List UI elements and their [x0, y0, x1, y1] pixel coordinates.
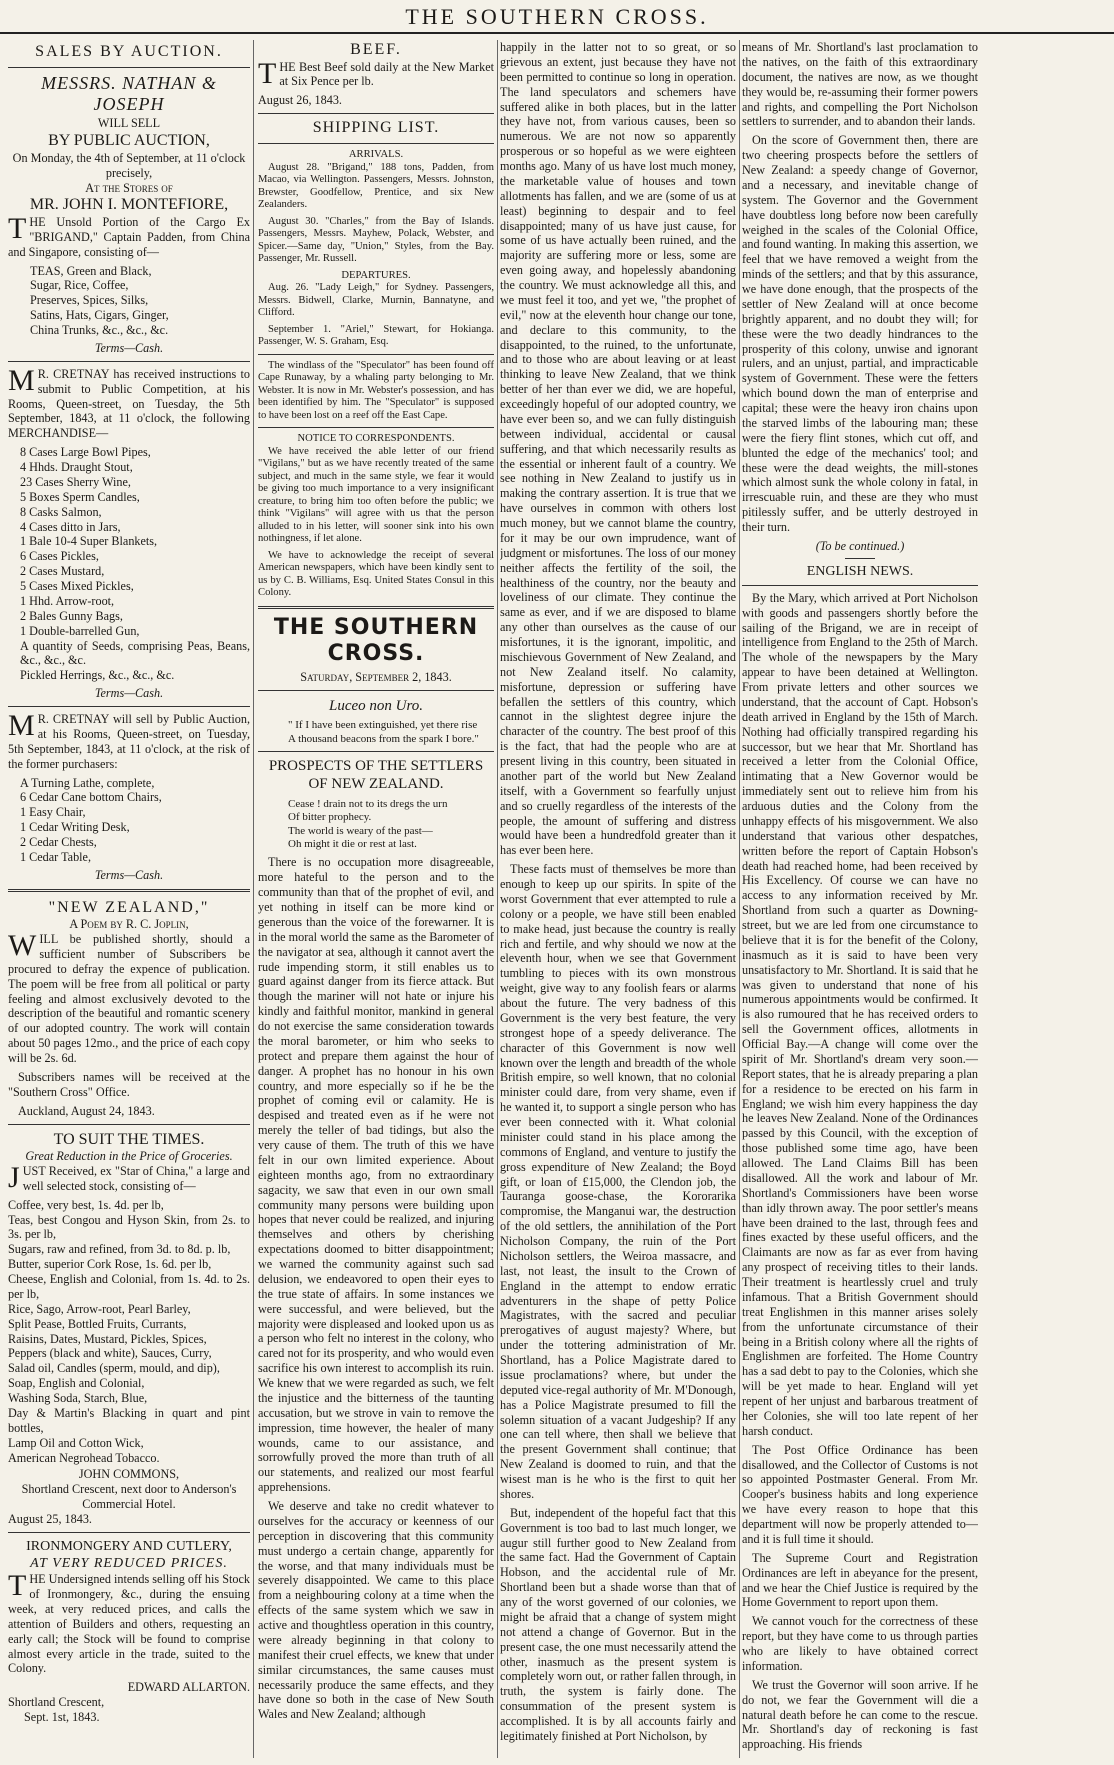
news-paragraph: We cannot vouch for the correctness of these report, but they have come to us through parties who are likely to have obtained correct information.	[742, 1614, 978, 1673]
divider	[8, 67, 250, 68]
list-item: Salad oil, Candles (sperm, mould, and dip),	[8, 1361, 220, 1376]
list-item: Cheese, English and Colonial, from 1s. 4d. to 2s. per lb,	[8, 1272, 250, 1301]
divider	[8, 889, 250, 892]
advert-signer: EDWARD ALLARTON.	[127, 1680, 250, 1695]
list-item: 4 Hhds. Draught Stout,	[20, 460, 133, 475]
column-2	[258, 40, 494, 1758]
section-heading: SALES BY AUCTION.	[35, 43, 223, 60]
advert-nathan-joseph	[8, 73, 250, 356]
article-paragraph: These facts must of themselves be more than enough to keep up our spirits. In spite of the worst Government that ever attempted to rule a colony or a people, we have still been enabled to make head, just because the country is really rich and fertile, and why should we now at the eleventh hour, when we see that Government tumbling to pieces with its own monstrous weight, give way to any foolish fears or alarms about the future. The very badness of this Government is the very best feature, the very strongest hope of a speedy deliverance. The character of this Government is now well known over the length and breadth of the whole British empire, so well known, that no colonial minister could dare, from very shame, even if he wanted it, to support a single person who has ever been connected with it. What colonial minister could stand in his place among the commons of England, and venture to justify the gross expenditure of New Zealand; the Boyd gift, or loan of £15,000, the Clendon job, the Tauranga goose-chase, the Kororarika compromise, the Manganui war, the destruction of the old settlers, the annihilation of the Port Nicholson Company, the ruin of the Port Nicholson settlers, the Weiroa massacre, and last, not least, the insult to the Crown of England in the attempt to endow erratic adventurers in the shape of petty Police Magistrates, with the sacred and peculiar prerogatives of august majesty? Where, but under the tottering administration of Mr. Shortland, has a Police Magistrate dared to issue proclamations? where, but under the deputed vice-regal authority of Mr. M'Donough, has a Police Magistrate presumed to fill the solemn situation of a vacant Judgeship? If any one can tell where, then shall we believe that the present Government shall continue; that New Zealand is doomed to ruin, and that the wisest man is he who is the first to quit her shores.	[500, 862, 736, 1501]
advert-ironmongery	[8, 1538, 250, 1725]
divider	[845, 558, 875, 559]
motto: Luceo non Uro.	[328, 698, 424, 715]
advert-subtitle: AT VERY REDUCED PRICES.	[30, 1556, 228, 1572]
divider	[258, 143, 494, 144]
list-item: Day & Martin's Blacking in quart and pint bottles,	[8, 1405, 250, 1435]
section-heading: ENGLISH NEWS.	[806, 563, 914, 579]
column-rule	[497, 40, 498, 1758]
advert-body: THE Undersigned intends selling off his Stock of Ironmongery, &c., during the ensuing week, at very reduced prices, and calls the attention of Builders and others, requesting an early call; the Stock will be found to comprise almost every article in the trade, suited to the Colony.	[8, 1569, 250, 1676]
advert-line: WILL SELL	[97, 116, 161, 131]
notice-to-correspondents	[258, 433, 494, 600]
list-item: Butter, superior Cork Rose, 1s. 6d. per lb,	[8, 1257, 212, 1272]
advert-when: On Monday, the 4th of September, at 11 o'clock precisely,	[12, 150, 246, 180]
list-item: 8 Casks Salmon,	[20, 504, 102, 519]
verse-line: Oh might it die or rest at last.	[288, 837, 417, 850]
list-item: 2 Cedar Chests,	[20, 835, 97, 850]
divider	[8, 706, 250, 707]
advert-date: Sept. 1st, 1843.	[24, 1710, 100, 1725]
furniture-list	[8, 776, 250, 865]
notice-paragraph: We have received the able letter of our friend "Vigilans," but as we have recently treated of the same subject, and much in the same style, we fear it would be giving too much importance to a very insignificant creature, to bring him too often before the public; we think "Vigilans" will agree with us that the person alluded to in his letter, will sooner sink into his own nothingness, if let alone.	[258, 445, 494, 545]
list-item: Teas, best Congou and Hyson Skin, from 2s. to 3s. per lb,	[8, 1212, 250, 1242]
list-item: Coffee, very best, 1s. 4d. per lb,	[8, 1197, 164, 1212]
divider	[742, 585, 978, 586]
arrival-entry: August 28. "Brigand," 188 tons, Padden, from Macao, via Wellington. Passengers, Messrs. Johnston, Brewster, Goodfellow, Prentice, and six New Zealanders.	[258, 161, 494, 211]
column-rule	[253, 40, 254, 1758]
news-paragraph: We trust the Governor will soon arrive. If he do not, we fear the Government will die a natural death before he can come to the rescue. Mr. Shortland's day of reckoning is fast approaching. His friends	[742, 1677, 978, 1752]
list-item: 6 Cedar Cane bottom Chairs,	[20, 790, 162, 805]
masthead: THE SOUTHERN CROSS.	[0, 4, 1114, 34]
divider	[8, 1124, 250, 1125]
epigraph-line: A thousand beacons from the spark I bore."	[288, 732, 479, 745]
list-item: American Negrohead Tobacco.	[8, 1450, 160, 1465]
goods-list	[8, 264, 250, 338]
list-item: 5 Cases Mixed Pickles,	[20, 579, 134, 594]
list-item: Sugar, Rice, Coffee,	[30, 278, 129, 293]
advert-title: "NEW ZEALAND,"	[48, 898, 210, 916]
divider	[258, 751, 494, 752]
list-item: China Trunks, &c., &c., &c.	[30, 323, 169, 338]
advert-byline: A Poem by R. C. Joplin,	[69, 917, 189, 932]
divider	[8, 361, 250, 362]
list-item: Satins, Hats, Cigars, Ginger,	[30, 308, 169, 323]
list-item: TEAS, Green and Black,	[30, 263, 152, 278]
verse-line: Cease ! drain not to its dregs the urn	[288, 797, 448, 810]
merchandise-list	[8, 445, 250, 683]
divider	[258, 354, 494, 355]
article-title: PROSPECTS OF THE SETTLERS OF NEW ZEALAND.	[268, 758, 484, 793]
list-item: 1 Double-barrelled Gun,	[20, 623, 140, 638]
list-item: Sugars, raw and refined, from 3d. to 8d. p. lb,	[8, 1242, 231, 1257]
advert-where: MR. JOHN I. MONTEFIORE,	[29, 196, 229, 214]
advert-date: August 25, 1843.	[8, 1512, 92, 1527]
subheading: DEPARTURES.	[341, 269, 411, 281]
list-item: A quantity of Seeds, comprising Peas, Beans, &c., &c., &c.	[20, 638, 250, 668]
advert-firm: MESSRS. NATHAN & JOSEPH	[41, 72, 217, 115]
advert-date: August 26, 1843.	[258, 93, 342, 108]
list-item: 5 Boxes Sperm Candles,	[20, 489, 140, 504]
advert-body: MR. CRETNAY will sell by Public Auction, at his Rooms, Queen-street, on Tuesday, 5th September, 1843, at 11 o'clock, at the risk of the former purchasers:	[8, 709, 250, 771]
subheading: NOTICE TO CORRESPONDENTS.	[297, 433, 455, 445]
news-paragraph: The Supreme Court and Registration Ordinances are left in abeyance for the present, and we hear the Chief Justice is required by the Home Government to report upon them.	[742, 1550, 978, 1610]
divider	[8, 1532, 250, 1533]
paper-date: Saturday, September 2, 1843.	[300, 670, 452, 685]
advert-body: THE Unsold Portion of the Cargo Ex "BRIGAND," Captain Padden, from China and Singapore, consisting of—	[8, 211, 250, 259]
verse-line: The world is weary of the past—	[288, 824, 433, 837]
list-item: 8 Cases Large Bowl Pipes,	[20, 445, 151, 460]
grocery-list	[8, 1198, 250, 1466]
advert-title: IRONMONGERY AND CUTLERY,	[26, 1538, 232, 1554]
list-item: Soap, English and Colonial,	[8, 1376, 145, 1391]
advert-cretnay-2	[8, 709, 250, 883]
shipping-list	[258, 119, 494, 422]
epigraph	[258, 719, 494, 746]
shipping-note: The windlass of the "Speculator" has been found off Cape Runaway, by a whaling party belonging to Mr. Webster. It is now in Mr. Webster's possession, and has been identified by him. The "Speculator" is supposed to have been lost on a reef off the East Cape.	[258, 359, 494, 421]
column-4	[742, 40, 978, 1758]
advert-terms: Terms—Cash.	[94, 340, 164, 355]
divider	[258, 113, 494, 114]
list-item: A Turning Lathe, complete,	[20, 775, 155, 790]
advert-signer: JOHN COMMONS,	[78, 1467, 180, 1482]
arrival-entry: August 30. "Charles," from the Bay of Islands. Passengers, Messrs. Mayhew, Polack, Webster, and Spicer.—Same day, "Union," Styles, from the Bay. Passenger, Mr. Russell.	[258, 215, 494, 265]
paper-title: THE SOUTHERN CROSS.	[273, 614, 479, 667]
list-item: 1 Bale 10-4 Super Blankets,	[20, 534, 158, 549]
list-item: Washing Soda, Starch, Blue,	[8, 1391, 148, 1406]
advert-body: WILL be published shortly, should a sufficient number of Subscribers be procured to defray the expence of publication. The poem will be free from all political or party feeling and almost exclusively devoted to the description of the beautiful and romantic scenery of our adopted country. The work will contain about 50 pages 12mo., and the price of each copy will be 2s. 6d.	[8, 929, 250, 1066]
list-item: 1 Hhd. Arrow-root,	[20, 593, 115, 608]
list-item: Raisins, Dates, Mustard, Pickles, Spices,	[8, 1331, 207, 1346]
list-item: Split Pease, Bottled Fruits, Currants,	[8, 1316, 187, 1331]
advert-body: MR. CRETNAY has received instructions to submit to Public Competition, at his Rooms, Queen-street, on Tuesday, the 5th September, 1843, at 11 o'clock, the following MERCHANDISE—	[8, 363, 250, 441]
notice-paragraph: We have to acknowledge the receipt of several American newspapers, which have been kindly sent to us by C. B. Williams, Esq. United States Consul in this Colony.	[258, 549, 494, 599]
article-paragraph: happily in the latter not to so great, or so grievous an extent, just because they have not been permitted to continue so long in operation. The land speculators and schemers have suffered alike in both places, but in the latter they have not, from various causes, been so numerous. We are not now so apparently prosperous or so hopeful as we were eighteen months ago. Many of us have lost much money, the marketable value of houses and town allotments has fallen, and we are (some of us at least) beginning to despair and to feel disappointed; many of us have just cause, for some of us have actually been ruined, and the majority are suffering more or less, some are even going away, and hopelessly abandoning the country. We must acknowledge all this, and we must feel it too, and yet we, "the prophet of evil," now at the eleventh hour change our tone, and declare to this community, to the disappointed, to the ruined, to the unfortunate, and to those who are about leaving or at least thinking to leave New Zealand, that we think better of her than ever we did, we are hopeful, exceedingly hopeful of our adopted country, we have ever been so, and we can fully distinguish between individual, accidental or causal suffering, and that which necessarily results as the essential or inherent fault of a country. We see nothing in New Zealand to justify us in making the contrary assertion. It is true that we have ourselves in common with others lost much money, but we cannot blame the country, for it may be our own imprudence, want of judgment or misfortunes. The loss of our money neither affects the fertility of the soil, the healthiness of the country, nor the beauty and loveliness of our climate. They continue the same as ever, and if we are disposed to blame any other than ourselves as the cause of our misfortunes, it is the ignorant, impolitic, and mischievous Government of New Zealand, and not New Zealand itself. No calamity, misfortune, depression or suffering have befallen the settlers of this country, which cannot in the slightest degree injure the character of the country. The best proof of this is the fact, that had the people who are at present living in this country, been situated in another part of the world but New Zealand itself, with a Government so fearfully unjust and so cruelly regardless of the interests of the people, the amount of suffering and distress would have been a hundredfold greater than it has ever been here.	[500, 40, 736, 858]
advert-subtitle: Great Reduction in the Price of Groceries.	[25, 1149, 233, 1164]
list-item: Rice, Sago, Arrow-root, Pearl Barley,	[8, 1301, 191, 1316]
section-heading: SHIPPING LIST.	[312, 119, 440, 137]
departure-entry: Aug. 26. "Lady Leigh," for Sydney. Passengers, Messrs. Bidwell, Clarke, Murnin, Bannatyne, and Clifford.	[258, 282, 494, 319]
list-item: Lamp Oil and Cotton Wick,	[8, 1435, 144, 1450]
advert-poem	[8, 898, 250, 1119]
list-item: 2 Cases Mustard,	[20, 564, 105, 579]
article-paragraph: But, independent of the hopeful fact that this Government is too bad to last much longer, we augur still further good to New Zealand from the same fact. Had the Government of Captain Hobson, and the accidental rule of Mr. Shortland been but a shade worse than that of any of the worst governed of our colonies, we might be afraid that a change of system might not attend a change of Governor. But in the present case, the one must necessarily attend the other, inasmuch as the present system is completely worn out, or rather fallen through, in truth, the system is fairly done. The consummation of the present system is accomplished. It is by all accounts fairly and legitimately finished at Port Nicholson, by	[500, 1505, 736, 1743]
advert-subscribers: Subscribers names will be received at the "Southern Cross" Office.	[8, 1069, 250, 1099]
advert-terms: Terms—Cash.	[94, 867, 164, 882]
list-item: 23 Cases Sherry Wine,	[20, 474, 131, 489]
column-rule	[739, 40, 740, 1758]
article-paragraph: means of Mr. Shortland's last proclamation to the natives, on the faith of this extraordinary document, the natives are now, as we thought they would be, re-assuming their former powers and rights, and compelling the Port Nicholson settlers to surrender, and to abandon their lands.	[742, 40, 978, 129]
column-1	[8, 40, 250, 1758]
advert-beef	[258, 40, 494, 108]
column-3	[500, 40, 736, 1758]
departure-entry: September 1. "Ariel," Stewart, for Hokianga. Passenger, W. S. Graham, Esq.	[258, 323, 494, 348]
list-item: 6 Cases Pickles,	[20, 549, 99, 564]
verse-line: Of bitter prophecy.	[288, 811, 372, 824]
subheading: ARRIVALS.	[348, 149, 404, 161]
advert-groceries	[8, 1130, 250, 1527]
article-paragraph: We deserve and take no credit whatever to ourselves for the accuracy or keenness of our perception in discovering that this community must undergo a certain change, apparently for the worse, and that many individuals must be severely disappointed. We came to this place from a neighbouring colony at a time when the effects of the same system which we saw in active and thoughtless operation in this country, were already beginning in that colony to manifest their cruel effects, we knew that under similar circumstances, the same causes must necessarily produce the same effects, and they have done so both in the case of New South Wales and New Zealand; although	[258, 1499, 494, 1722]
list-item: Preserves, Spices, Silks,	[30, 293, 149, 308]
advert-address: Shortland Crescent, next door to Anderson's Commercial Hotel.	[21, 1482, 237, 1512]
epigraph-line: " If I have been extinguished, yet there rise	[288, 719, 478, 732]
divider	[258, 427, 494, 428]
advert-body: JUST Received, ex "Star of China," a large and well selected stock, consisting of—	[8, 1160, 250, 1194]
list-item: 1 Easy Chair,	[20, 805, 86, 820]
continued-note: (To be continued.)	[815, 538, 905, 553]
advert-line: At the Stores of	[85, 180, 173, 195]
news-paragraph: By the Mary, which arrived at Port Nicholson with goods and passengers shortly before the sailing of the Brigand, we are in receipt of intelligence from England to the 25th of March. The whole of the newspapers by the Mary appear to have been detained at Wellington. From private letters and other sources we understand, that the account of Capt. Hobson's death arrived in England by the 15th of March. Nothing had officially transpired regarding his successor, but we hear that Mr. Shortland has received a letter from the Colonial Office, intimating that a New Governor would be immediately sent out to relieve him from his arduous duties and the Colony from the unhappy effects of his misgovernment. We also understand that various other despatches, written before the report of Captain Hobson's death had reached home, had been received by His Excellency. Of course we can have no access to any information received by Mr. Shortland from such a quarter as Downing-street, but we are led from one circumstance to believe that it is for the benefit of the Colony, inasmuch as it is said to have been very unsatisfactory to Mr. Shortland. It is said that he was given to understand that none of his numerous appointments would be confirmed. It is also rumoured that he has received orders to sell the Government offices, allotments in Official Bay.—A change will come over the spirit of Mr. Shortland's dream very soon.—Report states, that he is already preparing a plan for a residence to be erected on his farm in England; we wish him every happiness the day he leaves New Zealand. None of the Ordinances passed by this Council, with the exception of those published some time ago, have been allowed. The Land Claims Bill has been disallowed. All the work and labour of Mr. Shortland's Commissioners have been worse than idly thrown away. The poor settler's means have been drained to the last, through fees and fines exacted by these useful officers, and the Claimants are now as far as ever from having any prospect of receiving titles to their lands. Their treatment is heartlessly cruel and truly infamous. That a British Government should treat Englishmen in this manner arises solely from the unfortunate circumstance of their being in a British colony where all the rights of Englishmen are forfeited. The Home Country has a sad debt to pay to the Colonies, which she will be yet made to hear. England will yet repent of her unjust and barbarous treatment of her Colonies, she will too late repent of her harsh conduct.	[742, 590, 978, 1438]
advert-title: TO SUIT THE TIMES.	[53, 1130, 205, 1148]
list-item: Pickled Herrings, &c., &c., &c.	[20, 668, 175, 683]
list-item: Peppers (black and white), Sauces, Curry,	[8, 1346, 212, 1361]
advert-body: THE Best Beef sold daily at the New Market at Six Pence per lb.	[258, 56, 494, 90]
advert-line: BY PUBLIC AUCTION,	[48, 132, 210, 150]
advert-date: Auckland, August 24, 1843.	[18, 1103, 155, 1118]
advert-title: BEEF.	[350, 41, 402, 58]
news-paragraph: The Post Office Ordinance has been disallowed, and the Collector of Customs is not so appointed Postmaster General. From Mr. Cooper's business habits and long experience we have every reason to hope that this department will now be properly attended to—and it is full time it should.	[742, 1442, 978, 1546]
list-item: 1 Cedar Writing Desk,	[20, 820, 130, 835]
list-item: 2 Bales Gunny Bags,	[20, 608, 123, 623]
list-item: 1 Cedar Table,	[20, 849, 92, 864]
article-paragraph: On the score of Government then, there are two cheering prospects before the settlers of New Zealand: a speedy change of Governor, and a necessary, and inevitable change of system. The Governor and the Government have doubtless long before now been carefully weighed in the scales of the Colonial Office, and found wanting. In making this assertion, we feel that we have removed a weight from the minds of the settlers; and that by this assurance, we have done enough, that the prospects of the settler of New Zealand will at once become brightly apparent, and no doubt they will; for these were the two deadly hindrances to the prosperity of this colony, unwise and ignorant rulers, and an unjust, partial, and impracticable system of Government. These were the fetters which bound down the man of enterprise and capital; these were the heavy iron chains upon the starved limbs of the labouring man; these were the fiery flint stones, which cut off, and blunted the edge of the mechanics' tool; and these were the dead weights, the mill-stones which almost sunk the whole colony in fatal, in irrescuable ruin, and these are they who must pitilessly suffer, and be utterly destroyed in their turn.	[742, 133, 978, 534]
advert-cretnay-1	[8, 363, 250, 701]
divider	[258, 606, 494, 609]
list-item: 4 Cases ditto in Jars,	[20, 519, 121, 534]
advert-address: Shortland Crescent,	[8, 1695, 105, 1710]
advert-terms: Terms—Cash.	[94, 686, 164, 701]
verse	[258, 798, 494, 852]
divider	[258, 690, 494, 691]
article-paragraph: There is no occupation more disagreeable, more hateful to the person and to the community than that of the prophet of evil, and yet nothing in itself can be more kind or generous than the voice of the forewarner. It is in the moral world the same as the Barometer of the navigator at sea, although it cannot avert the rude impending storm, it still enables us to guard against danger from its fierce attack. But though the mariner will not hate or injure his kindly and faithful monitor, mankind in general do not exercise the same consideration towards the moral barometer, or him who seeks to protect and prepare them against the hour of danger. A prophet has no honour in his own country, and more especially so if he be the prophet of coming evil or calamity. He is despised and treated even as if he were not merely the teller of bad tidings, but also the very cause of them. The truth of this we have felt in our own limited experience. About eighteen months ago, from no extraordinary sagacity, we saw that even in our own small community many persons were building upon hopes that never could be realized, and injuring themselves and others by cherishing expectations doomed to bitter disappointment; we warned the community against such sad delusion, we endeavored to open their eyes to the true state of affairs. In some instances we were successful, and were believed, but the majority were displeased and looked upon us as a person who felt no interest in the colony, who cared not for its prosperity, and who would even sacrifice his own interest to accomplish its ruin. We knew that we were regarded as such, we felt the injustice and the bitterness of the taunting accusation, but we strove in vain to remove the impression, time however, the healer of many wounds, came to our assistance, and sorrowfully proved the more than truth of all our statements, and realized our most fearful apprehensions.	[258, 855, 494, 1495]
